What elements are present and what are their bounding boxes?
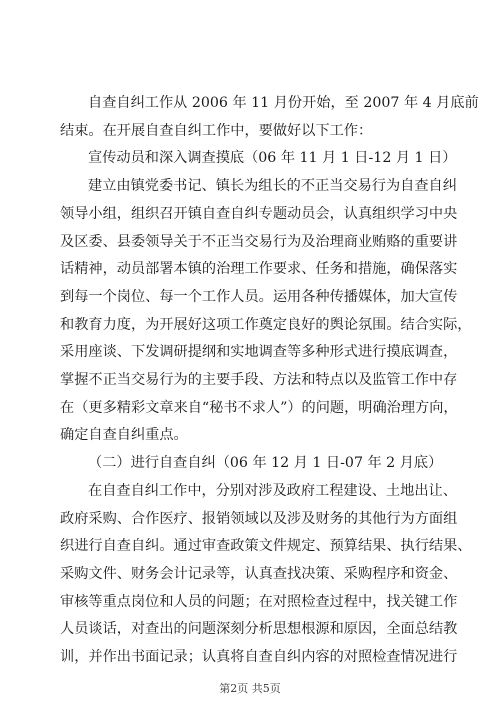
page-number: 第2页 共5页 [219, 682, 281, 695]
body-line-18: 人员谈话，对查出的问题深刻分析思想根源和原因，全面总结教 [60, 621, 458, 637]
body-line-12: 确定自查自纠重点。 [60, 427, 188, 443]
body-line-15: 织进行自查自纠。通过审查政策文件规定、预算结果、执行结果、 [60, 538, 472, 554]
body-line-5: 及区委、县委领导关于不正当交易行为及治理商业贿赂的重要讲 [60, 234, 458, 250]
body-line-7: 到每一个岗位、每一个工作人员。运用各种传播媒体，加大宣传 [60, 289, 458, 305]
body-line-16: 采购文件、财务会计记录等，认真查找决策、采购程序和资金、 [60, 566, 458, 582]
body-line-3: 建立由镇党委书记、镇长为组长的不正当交易行为自查自纠 [88, 178, 457, 194]
body-line-14: 政府采购、合作医疗、报销领域以及涉及财务的其他行为方面组 [60, 511, 458, 527]
body-line-13: 在自查自纠工作中，分别对涉及政府工程建设、土地出让、 [88, 483, 457, 499]
body-line-1: 自查自纠工作从 2006 年 11 月份开始，至 2007 年 4 月底前 [88, 95, 479, 111]
body-line-11: 在（更多精彩文章来自“秘书不求人”）的问题，明确治理方向， [60, 400, 458, 416]
body-line-19: 训，并作出书面记录；认真将自查自纠内容的对照检查情况进行 [60, 649, 458, 665]
section-heading-2: （二）进行自查自纠（06 年 12 月 1 日-07 年 2 月底） [88, 455, 443, 471]
body-line-4: 领导小组，组织召开镇自查自纠专题动员会，认真组织学习中央 [60, 206, 458, 222]
body-line-17: 审核等重点岗位和人员的问题；在对照检查过程中，找关键工作 [60, 594, 458, 610]
body-line-10: 掌握不正当交易行为的主要手段、方法和特点以及监管工作中存 [60, 372, 458, 388]
body-line-9: 采用座谈、下发调研提纲和实地调查等多种形式进行摸底调查， [60, 344, 458, 360]
body-line-8: 和教育力度，为开展好这项工作奠定良好的舆论氛围。结合实际， [60, 317, 472, 333]
body-line-6: 话精神，动员部署本镇的治理工作要求、任务和措施，确保落实 [60, 261, 458, 277]
section-heading-1: 宣传动员和深入调查摸底（06 年 11 月 1 日-12 月 1 日） [88, 150, 457, 166]
body-line-2: 结束。在开展自查自纠工作中，要做好以下工作： [60, 123, 373, 139]
